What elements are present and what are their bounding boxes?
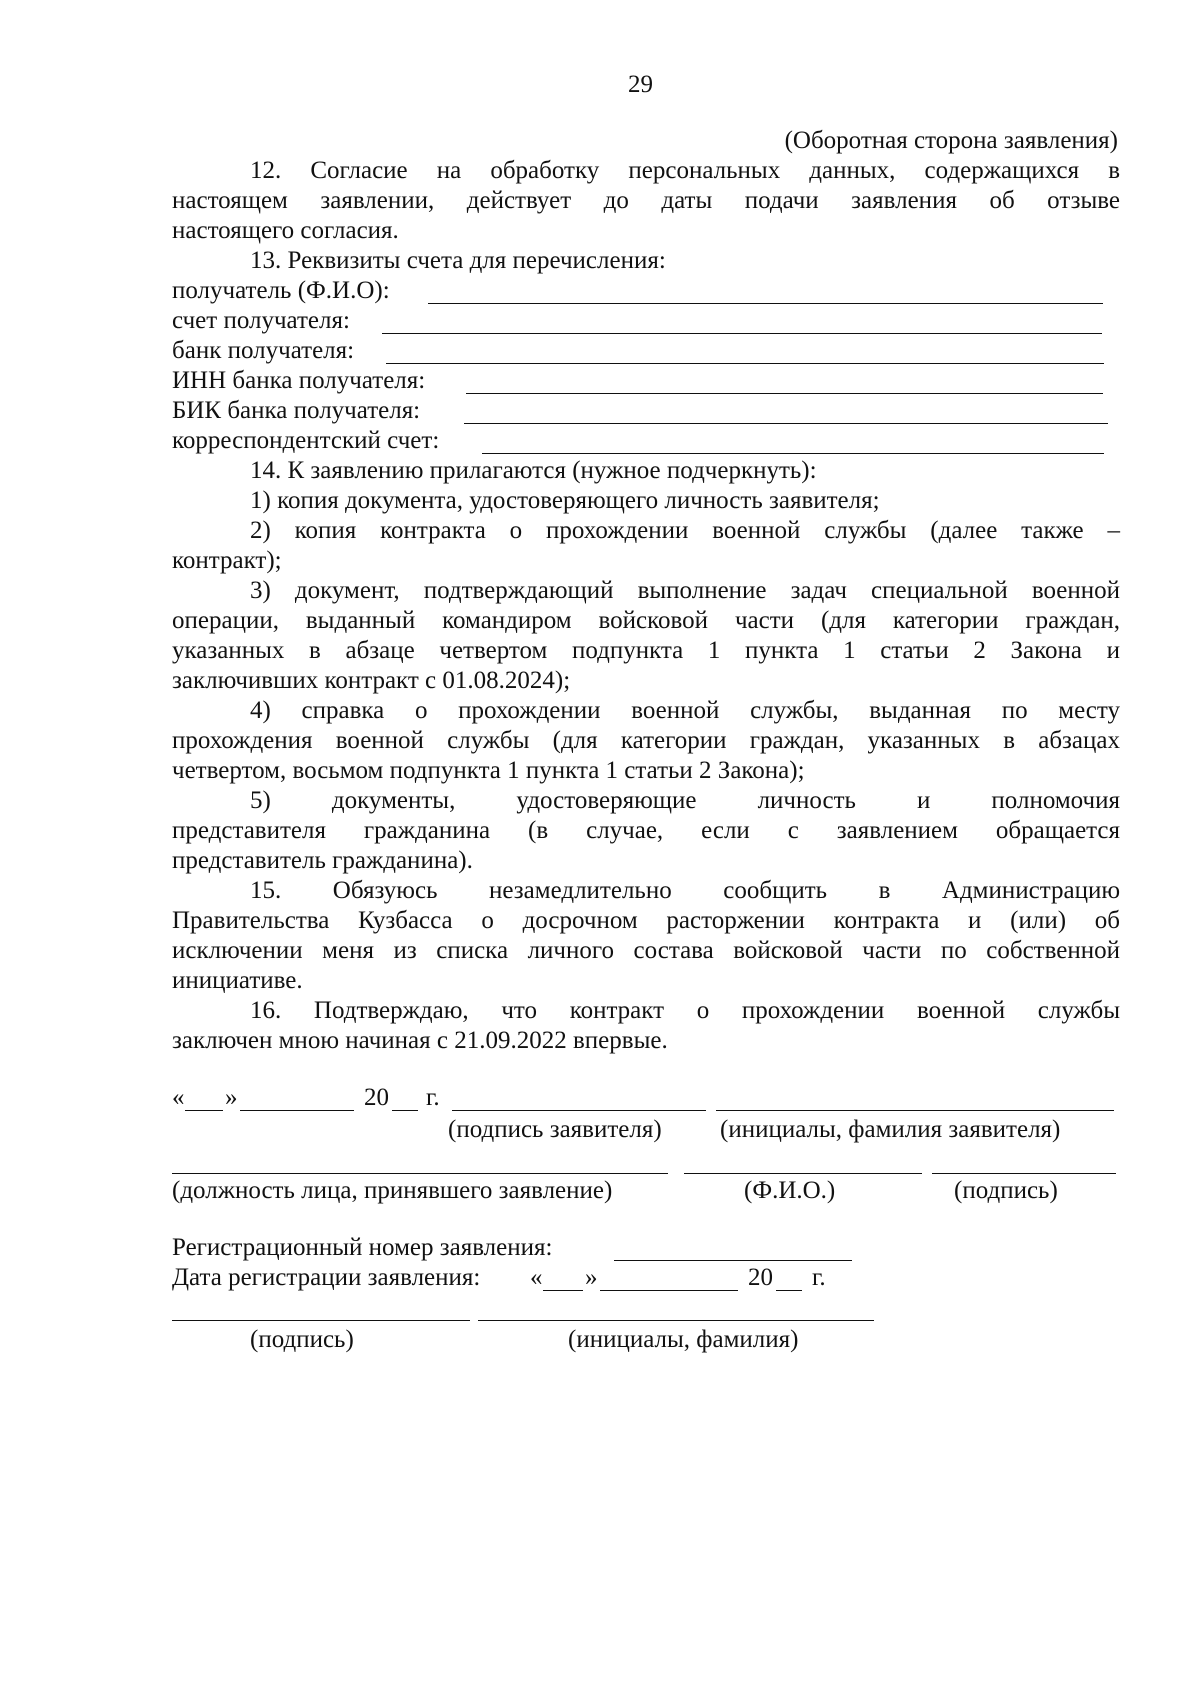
item14-point1: 1) копия документа, удостоверяющего личность заявителя; bbox=[250, 487, 880, 514]
item14-point4-line3: четвертом, восьмом подпункта 1 пункта 1 статьи 2 Закона); bbox=[172, 757, 805, 784]
year-prefix: 20 bbox=[364, 1084, 389, 1111]
item15-line3: исключении меня из списка личного состава войсковой части по собственной bbox=[172, 937, 1120, 964]
official-name-line[interactable] bbox=[684, 1173, 922, 1174]
applicant-signature-caption: (подпись заявителя) bbox=[448, 1116, 662, 1143]
recipient-bank-input-line[interactable] bbox=[386, 363, 1104, 364]
registration-year-input-line[interactable] bbox=[776, 1290, 802, 1291]
registration-number-label: Регистрационный номер заявления: bbox=[172, 1234, 553, 1261]
applicant-name-caption: (инициалы, фамилия заявителя) bbox=[720, 1116, 1061, 1143]
date-month-input-line[interactable] bbox=[240, 1110, 354, 1111]
registrar-signature-line[interactable] bbox=[172, 1320, 470, 1321]
recipient-account-input-line[interactable] bbox=[382, 333, 1102, 334]
bank-inn-input-line[interactable] bbox=[466, 393, 1103, 394]
item14-point3-line4: заключивших контракт с 01.08.2024); bbox=[172, 667, 571, 694]
item15-line2: Правительства Кузбасса о досрочном расторжении контракта и (или) об bbox=[172, 907, 1120, 934]
item14-point3-line3: указанных в абзаце четвертом подпункта 1 пункта 1 статьи 2 Закона и bbox=[172, 637, 1120, 664]
field-label: ИНН банка получателя: bbox=[172, 367, 426, 394]
correspondent-account-input-line[interactable] bbox=[482, 453, 1104, 454]
item14-point5-line2: представителя гражданина (в случае, если с заявлением обращается bbox=[172, 817, 1120, 844]
field-bank-inn bbox=[172, 366, 425, 396]
registration-number-input-line[interactable] bbox=[614, 1260, 852, 1261]
page-number: 29 bbox=[628, 71, 653, 98]
registration-month-input-line[interactable] bbox=[600, 1290, 738, 1291]
item14-point4-line2: прохождения военной службы (для категории граждан, указанных в абзацах bbox=[172, 727, 1120, 754]
item14-point3-line2: операции, выданный командиром войсковой части (для категории граждан, bbox=[172, 607, 1120, 634]
item14-point5-line3: представитель гражданина). bbox=[172, 847, 473, 874]
item14-point5-line1: 5) документы, удостоверяющие личность и полномочия bbox=[250, 787, 1120, 814]
official-name-caption: (Ф.И.О.) bbox=[744, 1177, 836, 1204]
registration-year-prefix: 20 bbox=[748, 1264, 773, 1291]
field-correspondent-account bbox=[172, 426, 439, 456]
applicant-signature-line[interactable] bbox=[452, 1110, 706, 1111]
item12-line1: 12. Согласие на обработку персональных данных, содержащихся в bbox=[250, 157, 1120, 184]
item13-heading: 13. Реквизиты счета для перечисления: bbox=[250, 247, 666, 274]
registrar-name-caption: (инициалы, фамилия) bbox=[568, 1326, 799, 1353]
item15-line1: 15. Обязуюсь незамедлительно сообщить в Администрацию bbox=[250, 877, 1120, 904]
side-label: (Оборотная сторона заявления) bbox=[784, 127, 1118, 154]
date-year-input-line[interactable] bbox=[392, 1110, 418, 1111]
official-position-line[interactable] bbox=[172, 1173, 668, 1174]
field-label: корреспондентский счет: bbox=[172, 427, 440, 454]
item16-line1: 16. Подтверждаю, что контракт о прохождении военной службы bbox=[250, 997, 1120, 1024]
date-open-quote: « bbox=[172, 1084, 185, 1111]
item14-point4-line1: 4) справка о прохождении военной службы, выданная по месту bbox=[250, 697, 1120, 724]
registrar-name-line[interactable] bbox=[478, 1320, 874, 1321]
item14-point2-line2: контракт); bbox=[172, 547, 282, 574]
field-recipient-bank bbox=[172, 336, 354, 366]
item14-point2-line1: 2) копия контракта о прохождении военной службы (далее также – bbox=[250, 517, 1120, 544]
field-label: счет получателя: bbox=[172, 307, 350, 334]
bank-bik-input-line[interactable] bbox=[464, 423, 1108, 424]
registration-date-close-quote: » bbox=[585, 1264, 598, 1291]
registration-day-input-line[interactable] bbox=[543, 1290, 583, 1291]
item16-line2: заключен мною начиная с 21.09.2022 впервые. bbox=[172, 1027, 668, 1054]
item15-line4: инициативе. bbox=[172, 967, 303, 994]
item12-line3: настоящего согласия. bbox=[172, 217, 399, 244]
item14-point3-line1: 3) документ, подтверждающий выполнение задач специальной военной bbox=[250, 577, 1120, 604]
item14-heading: 14. К заявлению прилагаются (нужное подчеркнуть): bbox=[250, 457, 817, 484]
applicant-name-line[interactable] bbox=[716, 1110, 1114, 1111]
year-suffix: г. bbox=[426, 1084, 440, 1111]
registration-date-open-quote: « bbox=[530, 1264, 543, 1291]
registrar-signature-caption: (подпись) bbox=[250, 1326, 354, 1353]
field-recipient-account bbox=[172, 306, 350, 336]
date-close-quote: » bbox=[225, 1084, 238, 1111]
official-signature-caption: (подпись) bbox=[954, 1177, 1058, 1204]
item12-line2: настоящем заявлении, действует до даты подачи заявления об отзыве bbox=[172, 187, 1120, 214]
registration-year-suffix: г. bbox=[812, 1264, 826, 1291]
field-recipient-name bbox=[172, 276, 390, 306]
field-label: банк получателя: bbox=[172, 337, 355, 364]
field-label: БИК банка получателя: bbox=[172, 397, 421, 424]
recipient-name-input-line[interactable] bbox=[428, 303, 1103, 304]
field-label: получатель (Ф.И.О): bbox=[172, 277, 390, 304]
date-day-input-line[interactable] bbox=[185, 1110, 223, 1111]
field-bank-bik bbox=[172, 396, 420, 426]
official-signature-line[interactable] bbox=[932, 1173, 1116, 1174]
official-position-caption: (должность лица, принявшего заявление) bbox=[172, 1177, 613, 1204]
registration-date-label: Дата регистрации заявления: bbox=[172, 1264, 481, 1291]
